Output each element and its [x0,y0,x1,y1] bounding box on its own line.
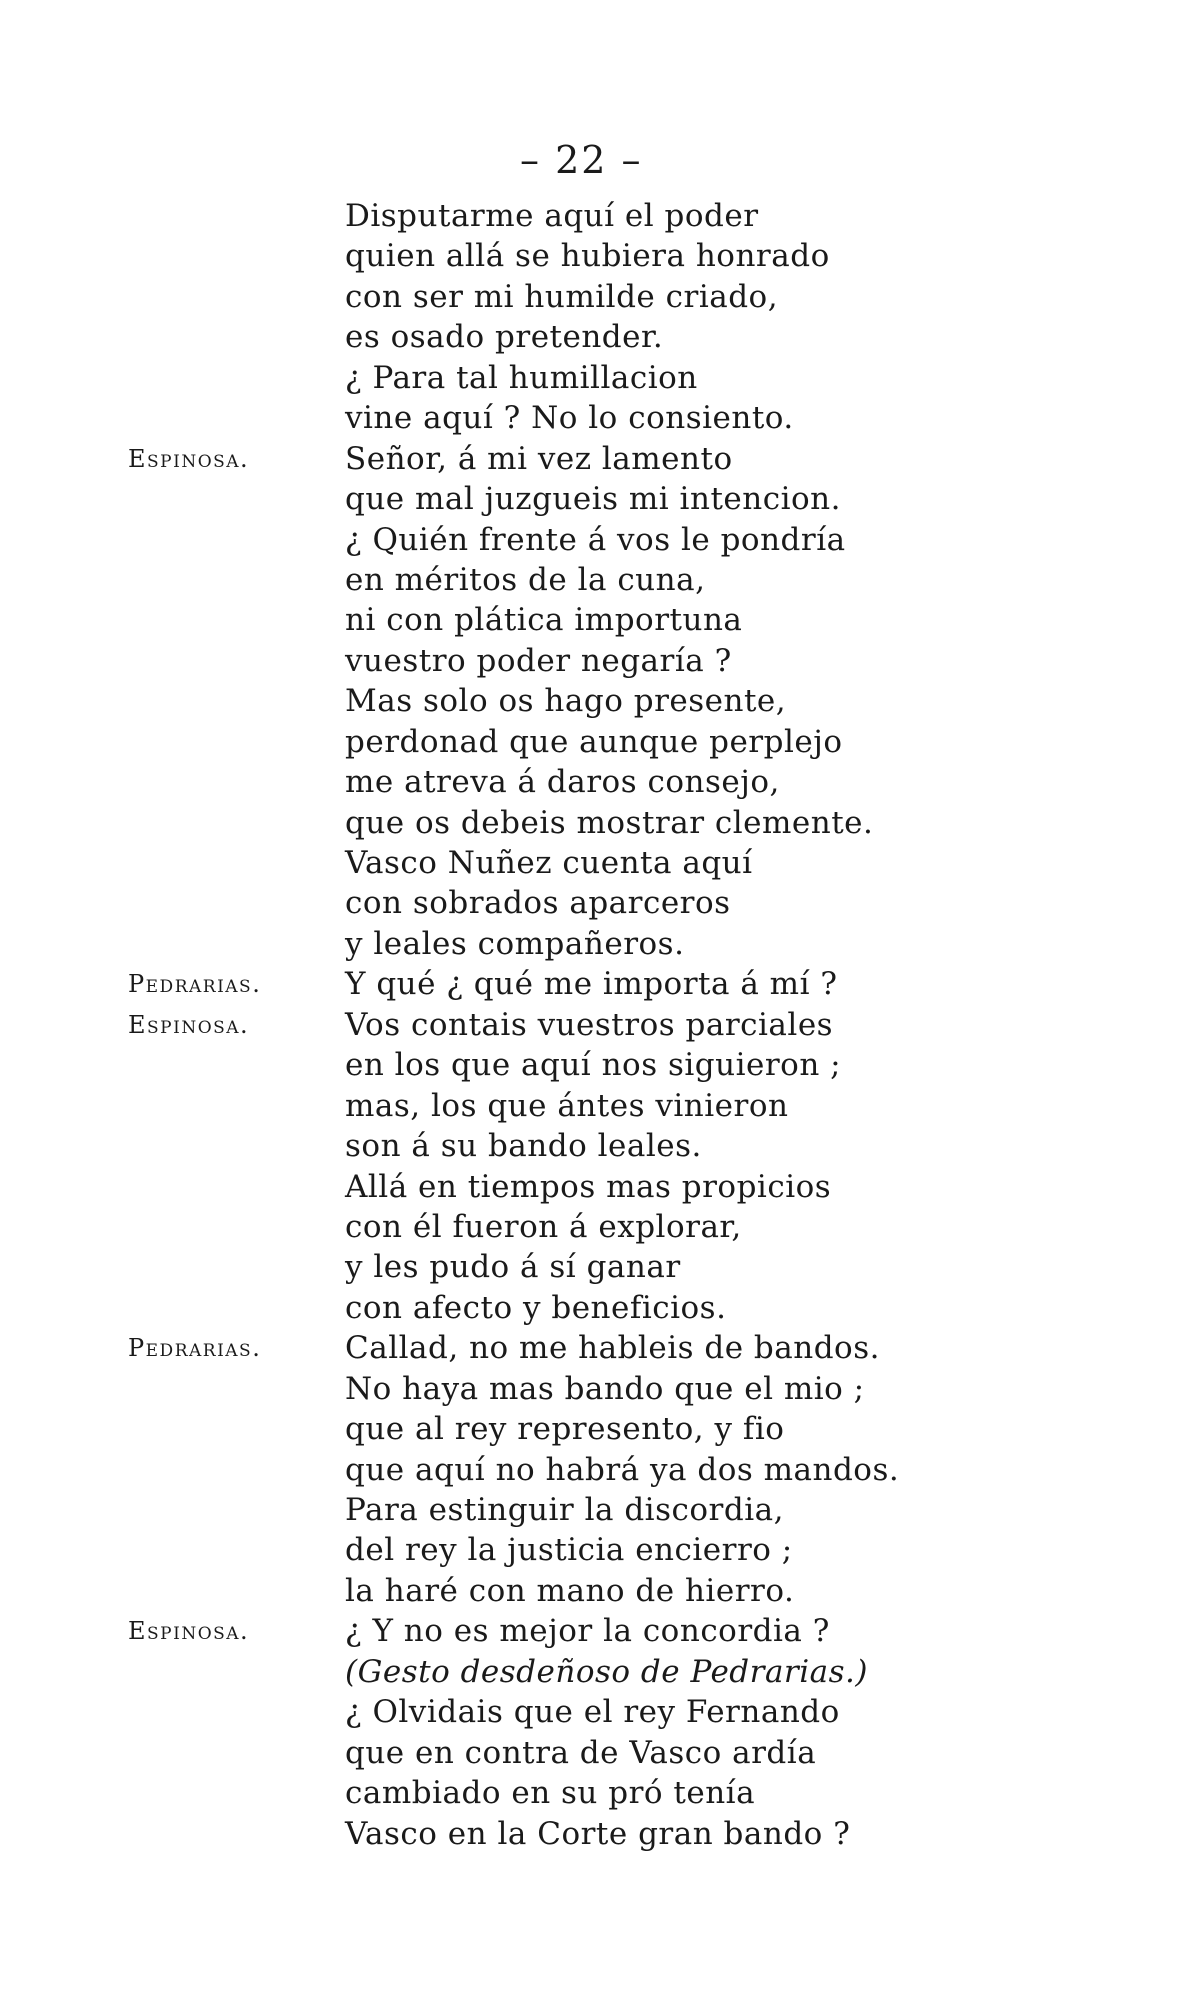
verse-text: quien allá se hubiera honrado [345,238,830,275]
verse-text: me atreva á daros consejo, [345,764,780,801]
verse-line [0,600,1199,640]
verse-text: vine aquí ? No lo consiento. [345,400,794,437]
verse-line [0,520,1199,560]
verse-text: que al rey represento, y fio [345,1411,785,1448]
verse-line [0,722,1199,762]
verse-text: con él fueron á explorar, [345,1208,742,1245]
verse-line [0,1611,1199,1651]
verse-line [0,1773,1199,1813]
verse-line [0,398,1199,438]
verse-text: Vasco Nuñez cuenta aquí [345,845,753,881]
verse-text: son á su bando leales. [345,1128,702,1165]
page-number: – 22 – [520,138,643,182]
verse-text: vuestro poder negaría ? [345,642,732,679]
verse-block [0,196,1199,1854]
verse-line [0,641,1199,681]
verse-text: ¿ Y no es mejor la concordia ? [345,1613,830,1650]
speaker-name: Espinosa. [128,1010,250,1039]
verse-text: y leales compañeros. [345,925,685,962]
verse-line [0,1814,1199,1854]
verse-line [0,1571,1199,1611]
verse-text: del rey la justicia encierro ; [345,1532,793,1569]
speaker-name: Pedrarias. [128,970,262,999]
verse-text: que os debeis mostrar clemente. [345,804,874,841]
verse-text: Allá en tiempos mas propicios [345,1168,832,1205]
verse-line [0,1126,1199,1166]
verse-text: que mal juzgueis mi intencion. [345,481,841,518]
verse-line [0,439,1199,479]
verse-text: Para estinguir la discordia, [345,1492,784,1528]
verse-line [0,1167,1199,1207]
verse-line [0,479,1199,519]
verse-line [0,681,1199,721]
verse-line [0,358,1199,398]
verse-line [0,1409,1199,1449]
verse-line [0,277,1199,317]
verse-line [0,1207,1199,1247]
verse-text: y les pudo á sí ganar [345,1249,681,1286]
verse-line [0,1450,1199,1490]
verse-line [0,317,1199,357]
verse-text: que aquí no habrá ya dos mandos. [345,1451,900,1488]
verse-text: la haré con mano de hierro. [345,1572,795,1609]
verse-text: No haya mas bando que el mio ; [345,1370,865,1407]
verse-line [0,964,1199,1004]
verse-text: en méritos de la cuna, [345,561,706,598]
speaker-name: Espinosa. [128,1617,250,1646]
verse-text: ¿ Quién frente á vos le pondría [345,521,846,558]
verse-text: Vasco en la Corte gran bando ? [345,1815,851,1852]
speaker-name: Pedrarias. [128,1334,262,1363]
verse-line [0,924,1199,964]
speaker-name: Espinosa. [128,444,250,473]
verse-line [0,843,1199,883]
verse-line [0,1692,1199,1732]
verse-line [0,1369,1199,1409]
verse-line [0,1288,1199,1328]
verse-text: Mas solo os hago presente, [345,683,787,720]
verse-line [0,560,1199,600]
verse-text: que en contra de Vasco ardía [345,1734,817,1771]
verse-line [0,1005,1199,1045]
verse-text: cambiado en su pró tenía [345,1775,756,1812]
verse-line [0,196,1199,236]
verse-text: con sobrados aparceros [345,885,731,922]
verse-text: Vos contais vuestros parciales [345,1006,834,1043]
verse-text: Señor, á mi vez lamento [345,440,733,477]
verse-line [0,883,1199,923]
verse-text: con afecto y beneficios. [345,1289,727,1326]
verse-line [0,1733,1199,1773]
verse-line [0,1490,1199,1530]
verse-text: ni con plática importuna [345,602,743,639]
verse-text: Y qué ¿ qué me importa á mí ? [345,966,838,1003]
stage-direction: (Gesto desdeñoso de Pedrarias.) [345,1653,869,1690]
verse-line [0,1530,1199,1570]
verse-line [0,1652,1199,1692]
verse-text: Disputarme aquí el poder [345,198,759,234]
verse-line [0,762,1199,802]
verse-text: en los que aquí nos siguieron ; [345,1047,842,1084]
verse-text: es osado pretender. [345,319,664,356]
verse-text: ¿ Olvidais que el rey Fernando [345,1694,840,1731]
verse-text: Callad, no me hableis de bandos. [345,1330,880,1367]
verse-line [0,803,1199,843]
verse-text: ¿ Para tal humillacion [345,359,698,396]
verse-line [0,1247,1199,1287]
verse-line [0,236,1199,276]
verse-line [0,1328,1199,1368]
verse-text: mas, los que ántes vinieron [345,1087,789,1124]
verse-text: con ser mi humilde criado, [345,278,779,315]
verse-line [0,1045,1199,1085]
verse-line [0,1086,1199,1126]
verse-text: perdonad que aunque perplejo [345,723,843,760]
